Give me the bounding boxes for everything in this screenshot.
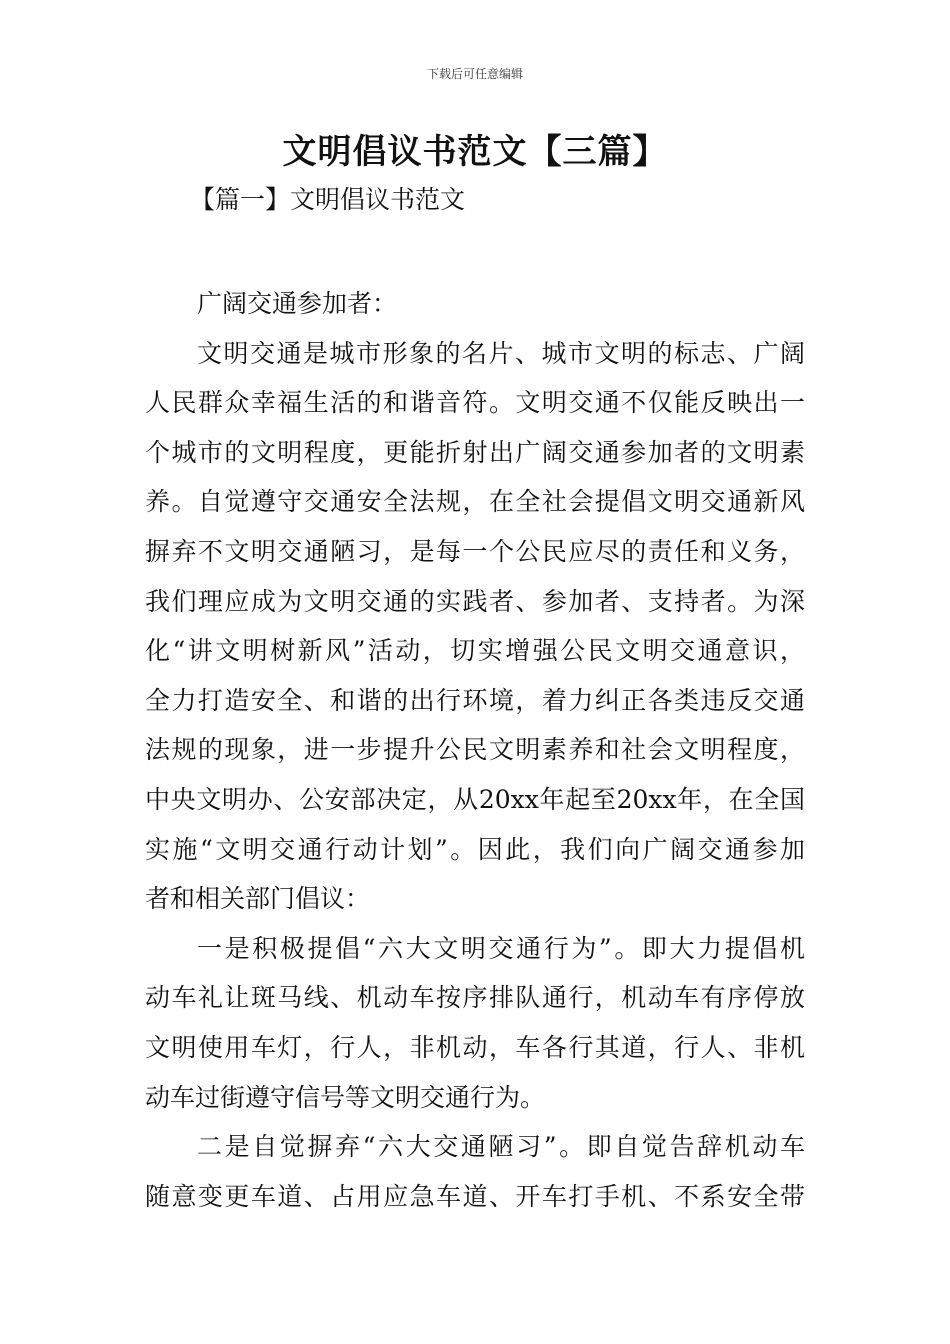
paragraph-line: 文明使用车灯，行人，非机动，车各行其道，行人、非机 — [145, 1032, 805, 1062]
document-title: 文明倡议书范文【三篇】 — [282, 132, 668, 172]
paragraph-line: 一是积极提倡“六大文明交通行为”。即大力提倡机 — [197, 933, 805, 963]
paragraph-line: 全力打造安全、和谐的出行环境，着力纠正各类违反交通 — [145, 685, 805, 715]
paragraph-line: 个城市的文明程度，更能折射出广阔交通参加者的文明素 — [145, 437, 805, 467]
paragraph-line: 文明交通是城市形象的名片、城市文明的标志、广阔 — [197, 338, 805, 368]
section-heading: 【篇一】文明倡议书范文 — [190, 185, 466, 214]
paragraph-line: 广阔交通参加者： — [197, 289, 398, 318]
document-body — [145, 279, 805, 1221]
paragraph-line: 动车礼让斑马线、机动车按序排队通行，机动车有序停放 — [145, 983, 805, 1013]
paragraph-line: 人民群众幸福生活的和谐音符。文明交通不仅能反映出一 — [145, 388, 805, 418]
paragraph-line: 养。自觉遵守交通安全法规，在全社会提倡文明交通新风 — [145, 487, 805, 517]
paragraph-line: 动车过街遵守信号等文明交通行为。 — [145, 1082, 546, 1112]
paragraph-line: 实施“文明交通行动计划”。因此，我们向广阔交通参加 — [145, 834, 805, 864]
paragraph-line: 化“讲文明树新风”活动，切实增强公民文明交通意识， — [145, 636, 805, 666]
header-note: 下载后可任意编辑 — [426, 67, 523, 81]
paragraph-line: 者和相关部门倡议： — [145, 884, 371, 914]
paragraph-line: 中央文明办、公安部决定，从20xx年起至20xx年，在全国 — [145, 784, 805, 814]
paragraph-line: 二是自觉摒弃“六大交通陋习”。即自觉告辞机动车 — [197, 1132, 805, 1162]
paragraph-line: 摒弃不文明交通陋习，是每一个公民应尽的责任和义务， — [145, 536, 805, 566]
paragraph-line: 法规的现象，进一步提升公民文明素养和社会文明程度， — [145, 735, 805, 765]
paragraph-line: 我们理应成为文明交通的实践者、参加者、支持者。为深 — [145, 586, 805, 616]
paragraph-line: 随意变更车道、占用应急车道、开车打手机、不系安全带 — [145, 1181, 805, 1211]
